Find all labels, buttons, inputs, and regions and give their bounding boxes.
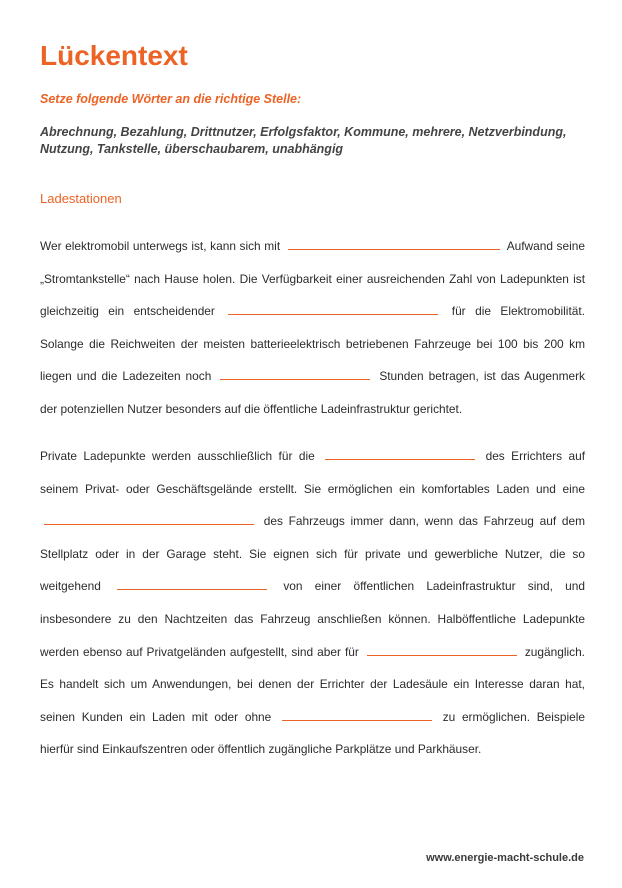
blank-5[interactable] bbox=[44, 514, 254, 525]
blank-2[interactable] bbox=[228, 304, 438, 315]
blank-4[interactable] bbox=[325, 449, 475, 460]
paragraph-1-text: Stunden betragen, ist das Augenmerk der potenziellen Nutzer besonders auf die öffentliche Ladeinfrastruktur gerichtet. bbox=[40, 369, 585, 416]
page-title: Lückentext bbox=[40, 40, 188, 71]
paragraph-1-text: Wer elektromobil unterwegs ist, kann sich mit bbox=[40, 239, 281, 253]
footer-url: www.energie-macht-schule.de bbox=[426, 852, 584, 864]
paragraph-2 bbox=[40, 440, 585, 766]
blank-1[interactable] bbox=[288, 239, 500, 250]
paragraph-1 bbox=[40, 230, 585, 426]
instruction-text: Setze folgende Wörter an die richtige Stelle: bbox=[40, 92, 302, 106]
paragraph-2-text: von einer öffentlichen Ladeinfrastruktur sind, und insbesondere zu den Nachtzeiten das Fahrzeug anschließen können. Halböffentliche Ladepunkte werden ebenso auf Privatgeländen aufgestellt, sind aber für bbox=[40, 579, 586, 659]
paragraph-2-text: zugänglich. Es handelt sich um Anwendungen, bei denen der Errichter der Ladesäule ein Interesse daran hat, seinen Kunden ein Laden mit oder ohne bbox=[40, 644, 585, 724]
paragraph-2-text: Private Ladepunkte werden ausschließlich für die bbox=[40, 449, 315, 463]
blank-6[interactable] bbox=[117, 579, 267, 590]
blank-8[interactable] bbox=[282, 710, 432, 721]
section-heading: Ladestationen bbox=[40, 191, 122, 206]
blank-3[interactable] bbox=[220, 369, 370, 380]
paragraph-2-text: des Errichters auf seinem Privat- oder Geschäftsgelände erstellt. Sie ermöglichen ein komfortables Laden und eine bbox=[40, 449, 585, 496]
paragraph-1-text: für die Elektromobilität. Solange die Reichweiten der meisten batterieelektrisch betriebenen Fahrzeuge bei 100 bis 200 km liegen und die Ladezeiten noch bbox=[40, 304, 585, 384]
paragraph-2-text: des Fahrzeugs immer dann, wenn das Fahrzeug auf dem Stellplatz oder in der Garage steht. Sie eignen sich für private und gewerbliche Nutzer, die so weitgehend bbox=[40, 514, 585, 594]
paragraph-2-text: zu ermöglichen. Beispiele hierfür sind Einkaufszentren oder öffentlich zugängliche Parkplätze und Parkhäuser. bbox=[40, 709, 585, 757]
word-bank: Abrechnung, Bezahlung, Drittnutzer, Erfolgsfaktor, Kommune, mehrere, Netzverbindung, Nutzung, Tankstelle, überschaubarem, unabhängig bbox=[40, 125, 567, 156]
paragraph-1-text: Aufwand seine „Stromtankstelle“ nach Hause holen. Die Verfügbarkeit einer ausreichenden Zahl von Ladepunkten ist gleichzeitig ein entscheidender bbox=[40, 239, 585, 319]
blank-7[interactable] bbox=[367, 645, 517, 656]
